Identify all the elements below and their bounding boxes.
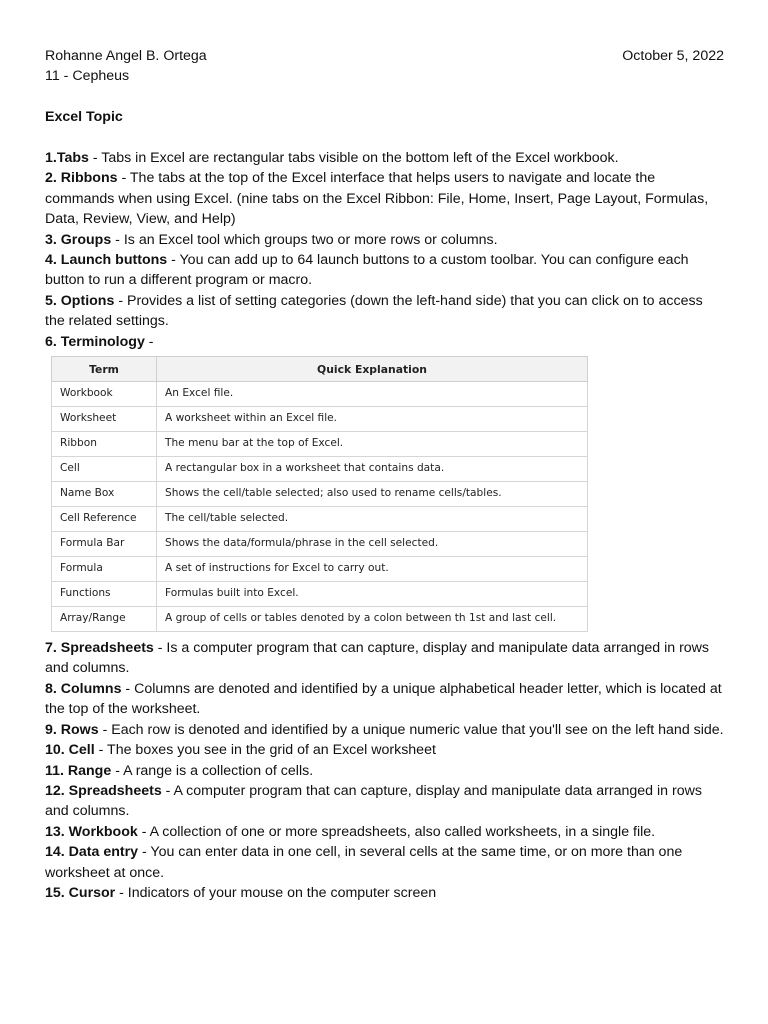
author-name: Rohanne Angel B. Ortega <box>45 48 207 64</box>
column-header-term: Term <box>52 357 157 382</box>
item-text: - A computer program that can capture, display and manipulate data arranged in rows and columns. <box>45 782 702 820</box>
term-cell: Formula Bar <box>52 532 157 557</box>
item-text: - Is a computer program that can capture, display and manipulate data arranged in rows and columns. <box>45 640 710 677</box>
term-cell: Functions <box>52 582 157 607</box>
item-text: - Tabs in Excel are rectangular tabs visible on the bottom left of the Excel workbook. <box>88 150 619 166</box>
item-label: 1.Tabs <box>45 150 89 166</box>
item-label: 11. Range <box>45 762 112 779</box>
table-row <box>52 532 588 557</box>
terminology-table <box>51 356 588 632</box>
list-item <box>45 291 724 332</box>
table-row <box>52 482 588 507</box>
list-item <box>45 332 724 352</box>
item-text: - You can add up to 64 launch buttons to a custom toolbar. You can configure each button to run a different program or macro. <box>45 252 689 289</box>
list-item <box>45 638 724 679</box>
item-label: 14. Data entry <box>45 844 139 861</box>
explanation-cell: A rectangular box in a worksheet that contains data. <box>157 457 588 482</box>
list-item <box>45 781 724 822</box>
list-item <box>45 148 724 168</box>
list-item <box>45 761 724 781</box>
item-text: - Is an Excel tool which groups two or more rows or columns. <box>111 231 498 248</box>
list-item <box>45 250 724 291</box>
table-row <box>52 507 588 532</box>
explanation-cell: The cell/table selected. <box>157 507 588 532</box>
item-label: 5. Options <box>45 292 115 309</box>
list-item <box>45 720 724 740</box>
explanation-cell: A group of cells or tables denoted by a colon between th 1st and last cell. <box>157 607 588 632</box>
explanation-cell: A set of instructions for Excel to carry out. <box>157 557 588 582</box>
item-label: 2. Ribbons <box>45 170 118 187</box>
list-item <box>45 230 724 250</box>
topic-heading: Excel Topic <box>45 109 123 126</box>
term-cell: Worksheet <box>52 407 157 432</box>
explanation-cell: Shows the cell/table selected; also used to rename cells/tables. <box>157 482 588 507</box>
item-label: 3. Groups <box>45 231 112 248</box>
term-cell: Array/Range <box>52 607 157 632</box>
term-cell: Workbook <box>52 382 157 407</box>
term-cell: Cell Reference <box>52 507 157 532</box>
item-text: - <box>144 333 154 350</box>
item-text: - Provides a list of setting categories (down the left-hand side) that you can click on to access the related settings. <box>45 292 703 330</box>
list-item <box>45 740 724 760</box>
item-label: 12. Spreadsheets <box>45 782 162 799</box>
item-label: 8. Columns <box>45 680 122 697</box>
item-label: 13. Workbook <box>45 823 138 840</box>
item-text: - The boxes you see in the grid of an Excel worksheet <box>94 742 436 759</box>
spacer <box>45 87 724 107</box>
list-item <box>45 822 724 842</box>
item-text: - A collection of one or more spreadsheets, also called worksheets, in a single file. <box>137 823 656 840</box>
column-header-explanation: Quick Explanation <box>157 357 588 382</box>
item-label: 4. Launch buttons <box>45 252 168 269</box>
term-cell: Formula <box>52 557 157 582</box>
item-label: 7. Spreadsheets <box>45 640 154 657</box>
table-row <box>52 407 588 432</box>
list-item <box>45 842 724 883</box>
term-cell: Name Box <box>52 482 157 507</box>
item-label: 10. Cell <box>45 742 95 759</box>
table-header-row <box>52 357 588 382</box>
item-text: - Columns are denoted and identified by a unique alphabetical header letter, which is located at the top of the worksheet. <box>45 680 722 718</box>
explanation-cell: Shows the data/formula/phrase in the cell selected. <box>157 532 588 557</box>
list-after-table <box>45 638 724 903</box>
item-label: 9. Rows <box>45 721 99 738</box>
item-text: - Indicators of your mouse on the computer screen <box>115 884 437 901</box>
spacer <box>45 128 724 148</box>
term-cell: Cell <box>52 457 157 482</box>
item-text: - Each row is denoted and identified by a unique numeric value that you'll see on the left hand side. <box>98 721 724 738</box>
item-text: - The tabs at the top of the Excel interface that helps users to navigate and locate the commands when using Excel. (nine tabs on the Excel Ribbon: File, Home, Insert, Page Layout, Formulas, Data, Review, View, and Help) <box>45 170 709 228</box>
explanation-cell: A worksheet within an Excel file. <box>157 407 588 432</box>
table-row <box>52 557 588 582</box>
table-row <box>52 457 588 482</box>
explanation-cell: The menu bar at the top of Excel. <box>157 432 588 457</box>
list-item <box>45 168 724 229</box>
table-row <box>52 432 588 457</box>
table-row <box>52 607 588 632</box>
list-item <box>45 679 724 720</box>
header-row <box>45 46 724 66</box>
list-before-table <box>45 148 724 352</box>
item-label: 15. Cursor <box>45 884 116 901</box>
list-item <box>45 883 724 903</box>
table-row <box>52 382 588 407</box>
explanation-cell: Formulas built into Excel. <box>157 582 588 607</box>
item-text: - You can enter data in one cell, in several cells at the same time, or on more than one worksheet at once. <box>45 844 683 881</box>
item-label: 6. Terminology <box>45 333 145 350</box>
terminology-table-wrapper <box>51 356 724 632</box>
term-cell: Ribbon <box>52 432 157 457</box>
document-date: October 5, 2022 <box>622 48 724 64</box>
item-text: - A range is a collection of cells. <box>111 762 314 779</box>
explanation-cell: An Excel file. <box>157 382 588 407</box>
table-row <box>52 582 588 607</box>
class-section: 11 - Cepheus <box>45 68 130 85</box>
